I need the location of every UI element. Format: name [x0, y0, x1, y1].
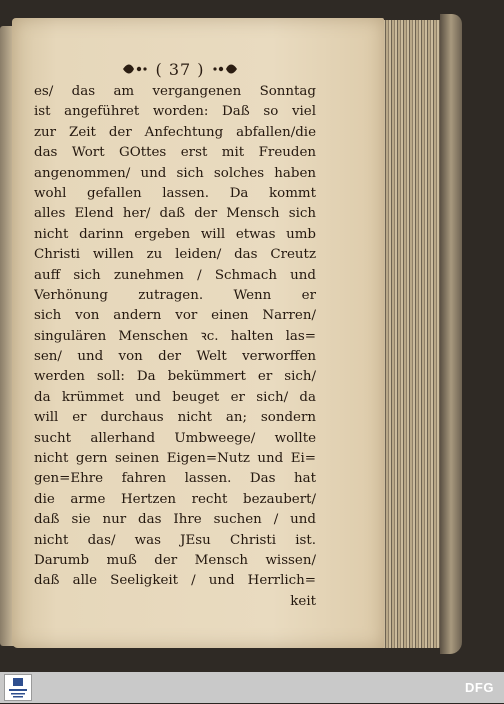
book-cover-edge — [440, 14, 462, 654]
text-line: Darumb muß der Mensch wissen/ — [34, 552, 316, 568]
text-line: singulären Menschen ꝛc. halten las= — [34, 328, 316, 344]
viewer-footer-bar — [0, 672, 504, 703]
text-line: ist angeführet worden: Daß so viel — [34, 104, 316, 120]
text-line: sucht allerhand Umbweege/ wollte — [34, 430, 316, 446]
text-line: daß sie nur das Ihre suchen / und — [34, 512, 316, 528]
catchword: keit — [290, 593, 316, 609]
text-line: wohl gefallen lassen. Da kommt — [34, 185, 316, 201]
text-line: da krümmet und beuget er sich/ da — [34, 389, 316, 405]
text-line: Christi willen zu leiden/ das Creutz — [34, 247, 316, 263]
text-line: das Wort GOttes erst mit Freuden — [34, 145, 316, 161]
text-line: daß alle Seeligkeit / und Herrlich= — [34, 573, 316, 589]
text-line: angenommen/ und sich solches haben — [34, 165, 316, 181]
text-line: sich von andern vor einen Narren/ — [34, 308, 316, 324]
right-ornament-icon — [211, 63, 239, 75]
text-line: alles Elend her/ daß der Mensch sich — [34, 206, 316, 222]
text-line: sen/ und von der Welt verworffen — [34, 349, 316, 365]
dfg-logo: DFG — [465, 680, 494, 695]
text-line: werden soll: Da bekümmert er sich/ — [34, 369, 316, 385]
book-page-edges — [380, 20, 446, 648]
text-line: nicht das/ was JEsu Christi ist. — [34, 532, 316, 548]
text-line: will er durchaus nicht an; sondern — [34, 410, 316, 426]
page-number: ( 37 ) — [155, 59, 205, 79]
text-line: es/ das am vergangenen Sonntag — [34, 84, 316, 99]
text-line: die arme Hertzen recht bezaubert/ — [34, 491, 316, 507]
text-line: auff sich zunehmen / Schmach und — [34, 267, 316, 283]
text-line: zur Zeit der Anfechtung abfallen/die — [34, 124, 316, 140]
library-logo-icon — [4, 674, 32, 701]
text-line: nicht gern seinen Eigen=Nutz und Ei= — [34, 451, 316, 467]
page-header — [118, 60, 242, 78]
body-text — [34, 82, 316, 612]
left-ornament-icon — [121, 63, 149, 75]
text-line: gen=Ehre fahren lassen. Das hat — [34, 471, 316, 487]
text-line: Verhönung zutragen. Wenn er — [34, 287, 316, 303]
text-line: nicht darinn ergeben will etwas umb — [34, 226, 316, 242]
